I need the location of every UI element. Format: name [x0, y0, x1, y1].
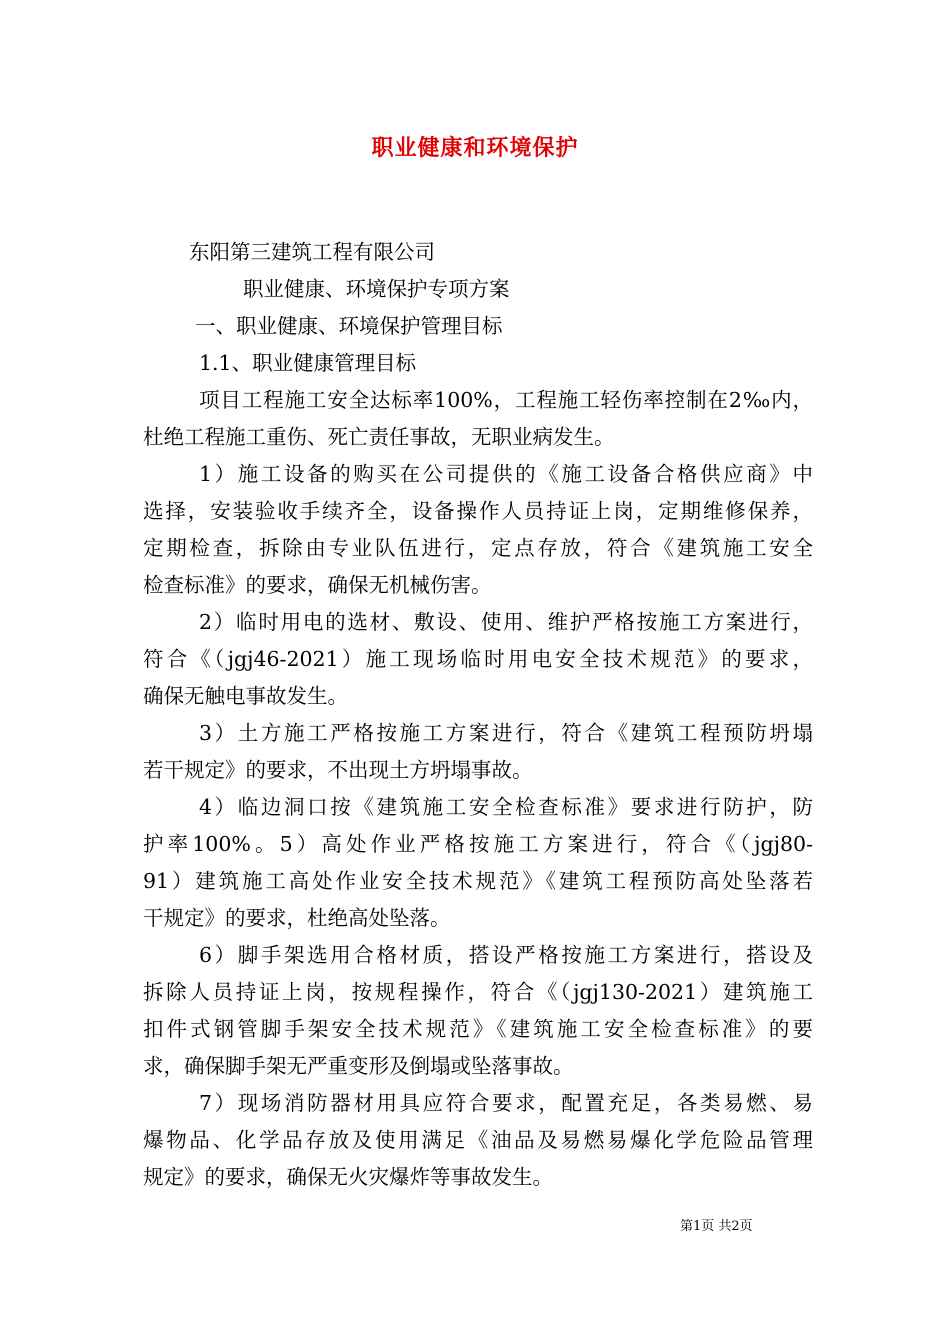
paragraph-7	[143, 1085, 813, 1196]
paragraph-4	[143, 789, 813, 937]
paragraph-line: 91）建筑施工高处作业安全技术规范》《建筑工程预防高处坠落若	[143, 869, 813, 893]
document-body	[143, 234, 813, 1196]
paragraph-line: 项目工程施工安全达标率100%，工程施工轻伤率控制在2‰内，	[199, 388, 813, 412]
paragraph-line: 符合《（jgj46-2021）施工现场临时用电安全技术规范》的要求，	[143, 647, 813, 671]
paragraph-line: 2）临时用电的选材、敷设、使用、维护严格按施工方案进行，	[199, 610, 813, 634]
paragraph-line: 4）临边洞口按《建筑施工安全检查标准》要求进行防护，防	[199, 795, 813, 819]
paragraph-line: 7）现场消防器材用具应符合要求，配置充足，各类易燃、易	[199, 1091, 813, 1115]
paragraph-line: 干规定》的要求，杜绝高处坠落。	[143, 906, 451, 930]
paragraph-line: 1）施工设备的购买在公司提供的《施工设备合格供应商》中	[199, 462, 813, 486]
paragraph-line: 拆除人员持证上岗，按规程操作，符合《（jgj130-2021）建筑施工	[143, 980, 813, 1004]
company-name: 东阳第三建筑工程有限公司	[189, 240, 435, 264]
paragraph-line: 杜绝工程施工重伤、死亡责任事故，无职业病发生。	[143, 425, 615, 449]
paragraph-line: 护率100%。5）高处作业严格按施工方案进行，符合《（jgj80-	[143, 832, 813, 856]
plan-title: 职业健康、环境保护专项方案	[243, 277, 510, 301]
section-heading: 一、职业健康、环境保护管理目标	[195, 314, 503, 338]
paragraph-line: 规定》的要求，确保无火灾爆炸等事故发生。	[143, 1165, 553, 1189]
document-title: 职业健康和环境保护	[371, 135, 579, 161]
page-number: 第1页 共2页	[680, 1219, 753, 1234]
paragraph-line: 检查标准》的要求，确保无机械伤害。	[143, 573, 492, 597]
paragraph-line: 求，确保脚手架无严重变形及倒塌或坠落事故。	[143, 1054, 574, 1078]
paragraph-line: 确保无触电事故发生。	[143, 684, 348, 708]
paragraph-line: 若干规定》的要求，不出现土方坍塌事故。	[143, 758, 533, 782]
paragraph-2	[143, 604, 813, 715]
paragraph-line: 扣件式钢管脚手架安全技术规范》《建筑施工安全检查标准》的要	[143, 1017, 813, 1041]
paragraph-6	[143, 937, 813, 1085]
paragraph-0	[143, 382, 813, 456]
paragraph-line: 爆物品、化学品存放及使用满足《油品及易燃易爆化学危险品管理	[143, 1128, 813, 1152]
paragraph-line: 3）土方施工严格按施工方案进行，符合《建筑工程预防坍塌	[199, 721, 813, 745]
paragraph-line: 选择，安装验收手续齐全，设备操作人员持证上岗，定期维修保养，	[143, 499, 813, 523]
paragraph-line: 6）脚手架选用合格材质，搭设严格按施工方案进行，搭设及	[199, 943, 813, 967]
paragraph-3	[143, 715, 813, 789]
subsection-heading: 1.1、职业健康管理目标	[199, 351, 417, 375]
paragraph-1	[143, 456, 813, 604]
paragraph-line: 定期检查，拆除由专业队伍进行，定点存放，符合《建筑施工安全	[143, 536, 813, 560]
